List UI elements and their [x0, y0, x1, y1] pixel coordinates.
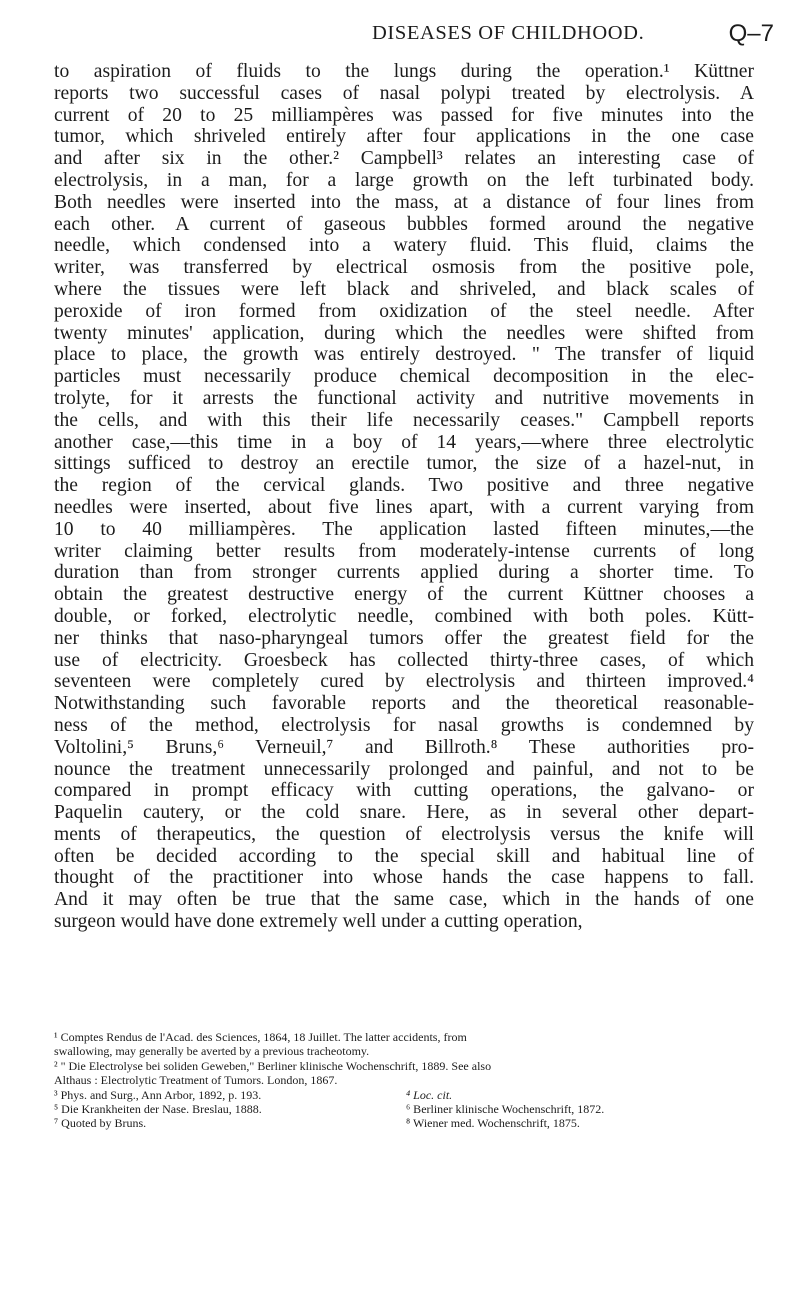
text-line: Notwithstanding such favorable reports and the theoretical reasonable-	[54, 693, 754, 715]
text-line: where the tissues were left black and shriveled, and black scales of	[54, 278, 754, 300]
text-line: reports two successful cases of nasal polypi treated by electrolysis. A	[54, 82, 754, 104]
footnote-1: ¹ Comptes Rendus de l'Acad. des Sciences, 1864, 18 Juillet. The latter accidents, from	[54, 1030, 467, 1044]
text-line: use of electricity. Groesbeck has collected thirty-three cases, of which	[54, 649, 754, 671]
text-line: double, or forked, electrolytic needle, combined with both poles. Kütt-	[54, 605, 754, 627]
text-line: particles must necessarily produce chemical decomposition in the elec-	[54, 366, 754, 388]
footnote-4: ⁴ Loc. cit.	[406, 1087, 453, 1102]
text-line: 10 to 40 milliampères. The application lasted fifteen minutes,—the	[54, 518, 754, 540]
footnotes	[54, 1030, 754, 1131]
running-header	[372, 22, 774, 52]
text-line: trolyte, for it arrests the functional activity and nutritive movements in	[54, 387, 754, 409]
text-line: ness of the method, electrolysis for nasal growths is condemned by	[54, 714, 754, 736]
page-number: Q–7	[728, 20, 774, 47]
footnote-5: ⁵ Die Krankheiten der Nase. Breslau, 1888.	[54, 1102, 262, 1117]
text-line: electrolysis, in a man, for a large growth on the left turbinated body.	[54, 169, 754, 191]
text-line: obtain the greatest destructive energy of the current Küttner chooses a	[54, 584, 754, 606]
footnote-row	[54, 1102, 754, 1116]
text-line: sittings sufficed to destroy an erectile tumor, the size of a hazel-nut, in	[54, 453, 754, 475]
text-line: each other. A current of gaseous bubbles formed around the negative	[54, 213, 754, 235]
text-line: duration than from stronger currents applied during a shorter time. To	[54, 562, 754, 584]
footnote-7: ⁷ Quoted by Bruns.	[54, 1116, 147, 1131]
footnote-row	[54, 1088, 754, 1102]
text-line: And it may often be true that the same case, which in the hands of one	[54, 889, 754, 911]
text-line: often be decided according to the special skill and habitual line of	[54, 845, 754, 867]
footnote-8: ⁸ Wiener med. Wochenschrift, 1875.	[406, 1116, 580, 1131]
text-line: tumor, which shriveled entirely after four applications in the one case	[54, 126, 754, 148]
text-line: writer, was transferred by electrical osmosis from the positive pole,	[54, 257, 754, 279]
text-line: writer claiming better results from moderately-intense currents of long	[54, 540, 754, 562]
text-line: the region of the cervical glands. Two positive and three negative	[54, 475, 754, 497]
footnote-2: ² " Die Electrolyse bei soliden Geweben," Berliner klinische Wochenschrift, 1889. See also	[54, 1058, 492, 1073]
text-line: ner thinks that naso-pharyngeal tumors offer the greatest field for the	[54, 627, 754, 649]
text-line: seventeen were completely cured by electrolysis and thirteen improved.⁴	[54, 671, 754, 693]
footnote-6: ⁶ Berliner klinische Wochenschrift, 1872.	[406, 1102, 605, 1117]
text-line: compared in prompt efficacy with cutting operations, the galvano- or	[54, 780, 754, 802]
footnote-row	[54, 1116, 754, 1130]
footnote-1-cont: swallowing, may generally be averted by a previous tracheotomy.	[54, 1044, 370, 1059]
text-line: nounce the treatment unnecessarily prolonged and painful, and not to be	[54, 758, 754, 780]
text-line: to aspiration of fluids to the lungs during the operation.¹ Küttner	[54, 61, 754, 82]
body-text	[54, 61, 754, 933]
text-line: needles were inserted, about five lines apart, with a current varying from	[54, 496, 754, 518]
text-line: Paquelin cautery, or the cold snare. Here, as in several other depart-	[54, 802, 754, 824]
text-line: needle, which condensed into a watery fluid. This fluid, claims the	[54, 235, 754, 257]
text-line: thought of the practitioner into whose hands the case happens to fall.	[54, 867, 754, 889]
text-line: ments of therapeutics, the question of electrolysis versus the knife will	[54, 823, 754, 845]
text-line: and after six in the other.² Campbell³ relates an interesting case of	[54, 148, 754, 170]
text-line: another case,—this time in a boy of 14 years,—where three electrolytic	[54, 431, 754, 453]
text-line: peroxide of iron formed from oxidization of the steel needle. After	[54, 300, 754, 322]
text-line: twenty minutes' application, during which the needles were shifted from	[54, 322, 754, 344]
text-line: Both needles were inserted into the mass, at a distance of four lines from	[54, 191, 754, 213]
running-title: DISEASES OF CHILDHOOD.	[372, 22, 645, 44]
text-line: the cells, and with this their life necessarily ceases." Campbell reports	[54, 409, 754, 431]
text-line: surgeon would have done extremely well under a cutting operation,	[54, 911, 583, 933]
text-line: current of 20 to 25 milliampères was passed for five minutes into the	[54, 104, 754, 126]
footnote-3: ³ Phys. and Surg., Ann Arbor, 1892, p. 193.	[54, 1087, 262, 1102]
text-line: Voltolini,⁵ Bruns,⁶ Verneuil,⁷ and Billroth.⁸ These authorities pro-	[54, 736, 754, 758]
footnote-2-cont: Althaus : Electrolytic Treatment of Tumors. London, 1867.	[54, 1073, 338, 1088]
text-line: place to place, the growth was entirely destroyed. " The transfer of liquid	[54, 344, 754, 366]
